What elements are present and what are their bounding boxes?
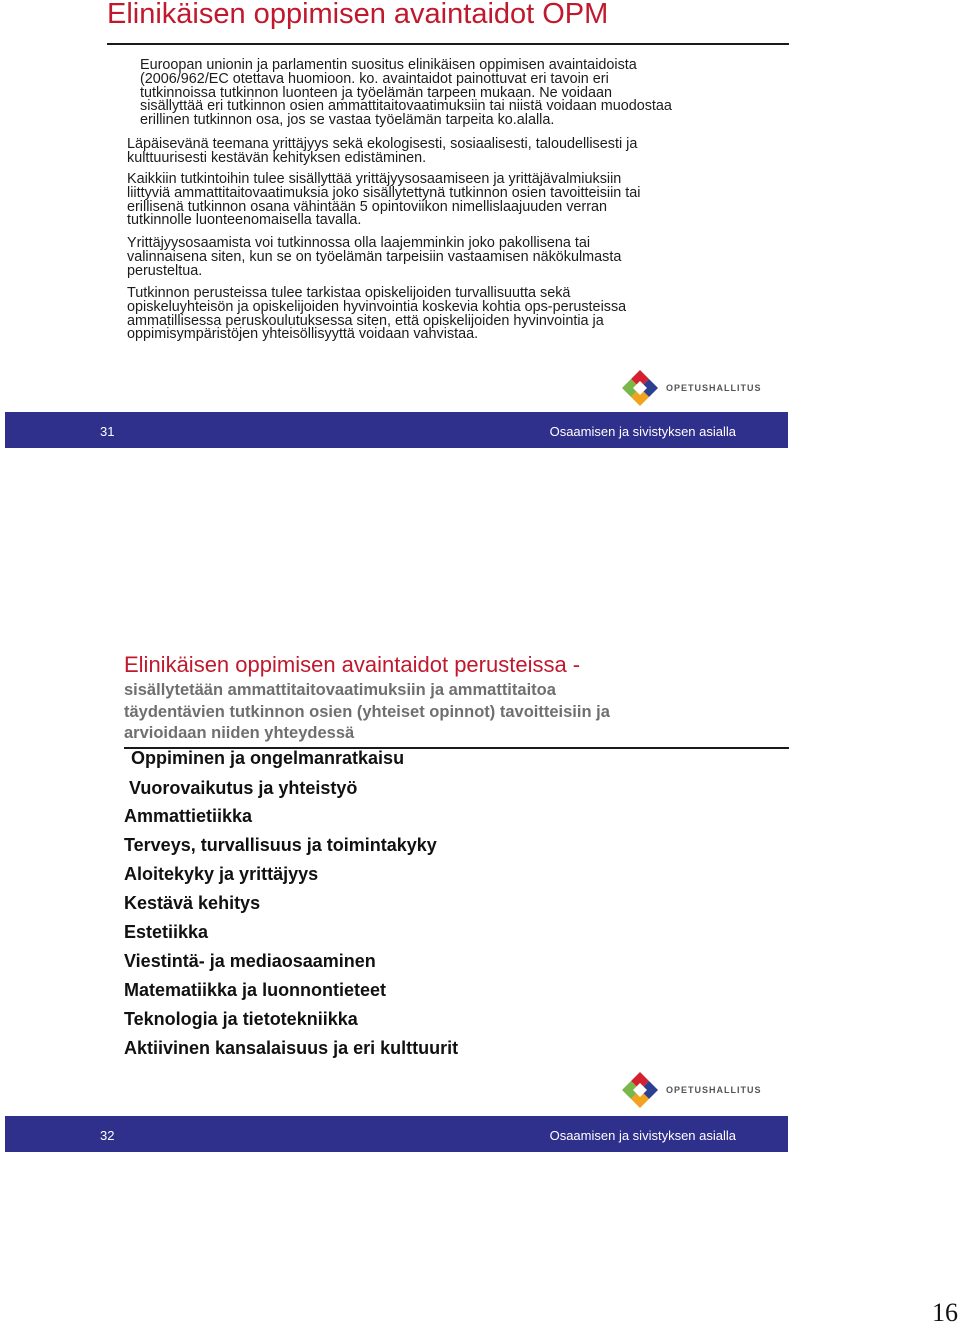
slide-number: 32 bbox=[100, 1128, 115, 1143]
slide-title: Elinikäisen oppimisen avaintaidot OPM bbox=[107, 0, 609, 30]
slide-footer-2 bbox=[5, 1116, 788, 1152]
subtitle-line: täydentävien tutkinnon osien (yhteiset opinnot) tavoitteisiin ja bbox=[124, 703, 610, 721]
slide-number: 31 bbox=[100, 424, 115, 439]
list-item: Ammattietiikka bbox=[124, 806, 253, 826]
subtitle-line: arvioidaan niiden yhteydessä bbox=[124, 724, 355, 742]
opetushallitus-logo-2 bbox=[622, 1070, 772, 1114]
subtitle-line: sisällytetään ammattitaitovaatimuksiin ja ammattitaitoa bbox=[124, 681, 556, 699]
paragraph-student-wellbeing: Tutkinnon perusteissa tulee tarkistaa opiskelijoiden turvallisuutta sekä opiskeluyhteisön ja opiskelijoiden hyvinvointia koskevia kohtia ops-perusteissa ammatillisessa peruskoulutuksessa siten, että opiskelijoiden hyvinvointia ja oppimisympäristöjen yhteisöllisyyttä voidaan vahvistaa. bbox=[127, 285, 627, 343]
diamond-logo-icon bbox=[622, 1070, 772, 1110]
paragraph-sustainable-development: Läpäisevänä teemana yrittäjyys sekä ekologisesti, sosiaalisesti, taloudellisesti ja kulttuurisesti kestävän kehityksen edistäminen. bbox=[127, 136, 638, 166]
list-item: Teknologia ja tietotekniikka bbox=[124, 1009, 358, 1029]
svg-text:OPETUSHALLITUS: OPETUSHALLITUS bbox=[666, 383, 762, 393]
list-item: Kestävä kehitys bbox=[124, 893, 261, 913]
paragraph-entrepreneurship-scope: Yrittäjyysosaamista voi tutkinnossa olla laajemminkin joko pakollisena tai valinnaisena siten, kun se on työelämän tarpeisiin vastaamisen näkökulmasta perusteltua. bbox=[127, 235, 622, 279]
title-divider bbox=[107, 43, 789, 45]
footer-tagline: Osaamisen ja sivistyksen asialla bbox=[549, 424, 736, 439]
list-item: Oppiminen ja ongelmanratkaisu bbox=[131, 748, 405, 768]
list-item: Vuorovaikutus ja yhteistyö bbox=[129, 778, 358, 798]
list-item: Aktiivinen kansalaisuus ja eri kulttuurit bbox=[124, 1038, 459, 1058]
list-item: Aloitekyky ja yrittäjyys bbox=[124, 864, 319, 884]
slide-title-2: Elinikäisen oppimisen avaintaidot perusteissa - bbox=[124, 652, 581, 677]
list-item: Terveys, turvallisuus ja toimintakyky bbox=[124, 835, 437, 855]
list-item: Viestintä- ja mediaosaaminen bbox=[124, 951, 376, 971]
footer-tagline: Osaamisen ja sivistyksen asialla bbox=[549, 1128, 736, 1143]
slide-31 bbox=[0, 0, 800, 450]
list-item: Matematiikka ja luonnontieteet bbox=[124, 980, 387, 1000]
paragraph-entrepreneurship-requirements: Kaikkiin tutkintoihin tulee sisällyttää yrittäjyysosaamiseen ja yrittäjävalmiuksiin liittyviä ammattitaitovaatimuksia joko sisällytettynä tutkinnon osien tavoitteisiin tai erillisenä tutkinnon osana vähintään 5 opintoviikon nimellislaajuuden verran tutkinnolle luonteenomaisella tavalla. bbox=[127, 171, 641, 229]
diamond-logo-icon bbox=[622, 368, 772, 408]
page-number: 16 bbox=[932, 1298, 958, 1327]
opetushallitus-logo bbox=[622, 368, 772, 412]
slide-footer bbox=[5, 412, 788, 448]
list-item: Estetiikka bbox=[124, 922, 209, 942]
paragraph-key-competences: Euroopan unionin ja parlamentin suositus elinikäisen oppimisen avaintaidoista (2006/962/EC otettava huomioon. ko. avaintaidot painottuvat eri tavoin eri tutkinnoissa tutkinnon luonteen ja työelämän tarpeen mukaan. Ne voidaan sisällyttää eri tutkinnon osien ammattitaitovaatimuksiin tai niistä voidaan muodostaa erillinen tutkinnon osa, jos se vastaa työelämän tarpeita ko.alalla. bbox=[140, 57, 672, 129]
svg-text:OPETUSHALLITUS: OPETUSHALLITUS bbox=[666, 1085, 762, 1095]
